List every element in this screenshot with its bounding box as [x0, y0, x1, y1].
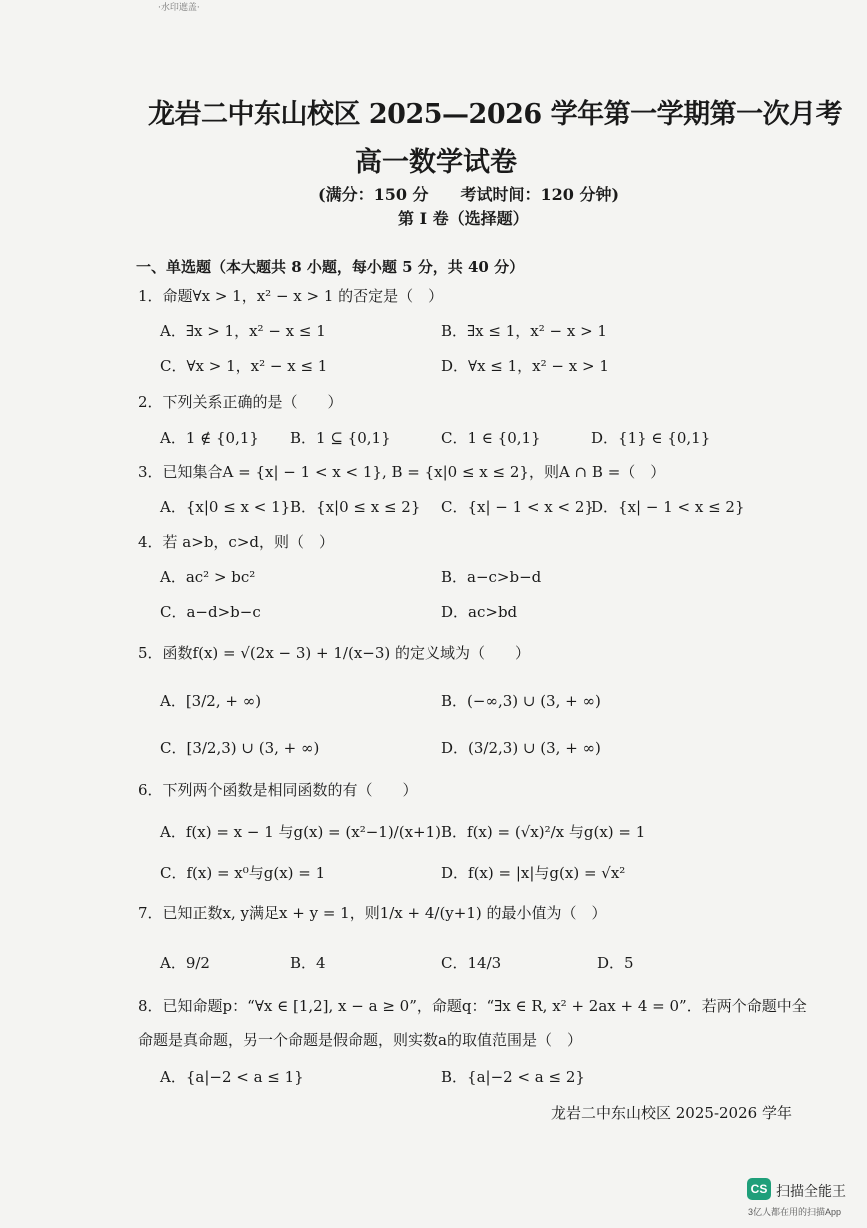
q2-option-c: C．1 ∈ {0,1} [441, 429, 541, 447]
q1-option-d: D．∀x ≤ 1，x² − x > 1 [441, 357, 609, 375]
exam-meta: (满分：150 分 考试时间：120 分钟) [318, 185, 620, 204]
q4-option-d: D．ac>bd [441, 603, 518, 621]
q3-option-b: B．{x|0 ≤ x ≤ 2} [290, 498, 421, 516]
question-7-stem: 7．已知正数x, y满足x + y = 1，则1/x + 4/(y+1) 的最小值为（ ） [138, 904, 607, 922]
q6-option-b: B．f(x) = (√x)²/x 与g(x) = 1 [441, 823, 646, 841]
q4-option-a: A．ac² > bc² [160, 568, 256, 586]
question-8-stem-line2: 命题是真命题，另一个命题是假命题，则实数a的取值范围是（ ） [138, 1031, 582, 1049]
q5-option-c: C．[3/2,3) ∪ (3, + ∞) [160, 739, 320, 757]
question-4-stem: 4．若 a>b，c>d，则（ ） [138, 533, 334, 551]
q7-option-c: C．14/3 [441, 954, 502, 972]
q4-option-c: C．a−d>b−c [160, 603, 261, 621]
question-6-stem: 6．下列两个函数是相同函数的有（ ） [138, 781, 418, 799]
q7-option-a: A．9/2 [160, 954, 210, 972]
question-8-stem: 8．已知命题p：“∀x ∈ [1,2], x − a ≥ 0”，命题q：“∃x ∈ R, x² + 2ax + 4 = 0”．若两个命题中全 [138, 997, 807, 1015]
q8-option-b: B．{a|−2 < a ≤ 2} [441, 1068, 585, 1086]
section-heading: 一、单选题（本大题共 8 小题，每小题 5 分，共 40 分） [136, 258, 525, 276]
q3-option-a: A．{x|0 ≤ x < 1} [160, 498, 291, 516]
q5-option-d: D．(3/2,3) ∪ (3, + ∞) [441, 739, 601, 757]
q5-option-b: B．(−∞,3) ∪ (3, + ∞) [441, 692, 601, 710]
camscanner-logo-icon: CS [747, 1178, 771, 1200]
exam-subtitle: 高一数学试卷 [355, 147, 517, 178]
corner-text: ·水印遮盖· [158, 3, 200, 13]
question-2-stem: 2．下列关系正确的是（ ） [138, 393, 343, 411]
exam-title: 龙岩二中东山校区 2025—2026 学年第一学期第一次月考 [148, 99, 843, 130]
camscanner-brand: 扫描全能王 [776, 1183, 846, 1199]
q1-option-c: C．∀x > 1，x² − x ≤ 1 [160, 357, 328, 375]
q2-option-b: B．1 ⊆ {0,1} [290, 429, 391, 447]
footer-school: 龙岩二中东山校区 2025-2026 学年 [551, 1104, 792, 1122]
q6-option-c: C．f(x) = x⁰与g(x) = 1 [160, 864, 326, 882]
q7-option-d: D．5 [597, 954, 634, 972]
q6-option-a: A．f(x) = x − 1 与g(x) = (x²−1)/(x+1) [160, 823, 442, 841]
q3-option-d: D．{x| − 1 < x ≤ 2} [591, 498, 745, 516]
q2-option-a: A．1 ∉ {0,1} [160, 429, 259, 447]
question-5-stem: 5．函数f(x) = √(2x − 3) + 1/(x−3) 的定义域为（ ） [138, 644, 531, 662]
q1-option-a: A．∃x > 1，x² − x ≤ 1 [160, 322, 326, 340]
q7-option-b: B．4 [290, 954, 326, 972]
q8-option-a: A．{a|−2 < a ≤ 1} [160, 1068, 304, 1086]
q4-option-b: B．a−c>b−d [441, 568, 542, 586]
q3-option-c: C．{x| − 1 < x < 2} [441, 498, 594, 516]
q6-option-d: D．f(x) = |x|与g(x) = √x² [441, 864, 626, 882]
question-3-stem: 3．已知集合A = {x| − 1 < x < 1}, B = {x|0 ≤ x ≤ 2}，则A ∩ B =（ ） [138, 463, 666, 481]
q1-option-b: B．∃x ≤ 1，x² − x > 1 [441, 322, 607, 340]
question-1-stem: 1．命题∀x > 1，x² − x > 1 的否定是（ ） [138, 287, 444, 305]
camscanner-tagline: 3亿人都在用的扫描App [748, 1207, 842, 1217]
q2-option-d: D．{1} ∈ {0,1} [591, 429, 711, 447]
q5-option-a: A．[3/2, + ∞) [160, 692, 262, 710]
volume-heading: 第 I 卷（选择题） [398, 209, 529, 228]
